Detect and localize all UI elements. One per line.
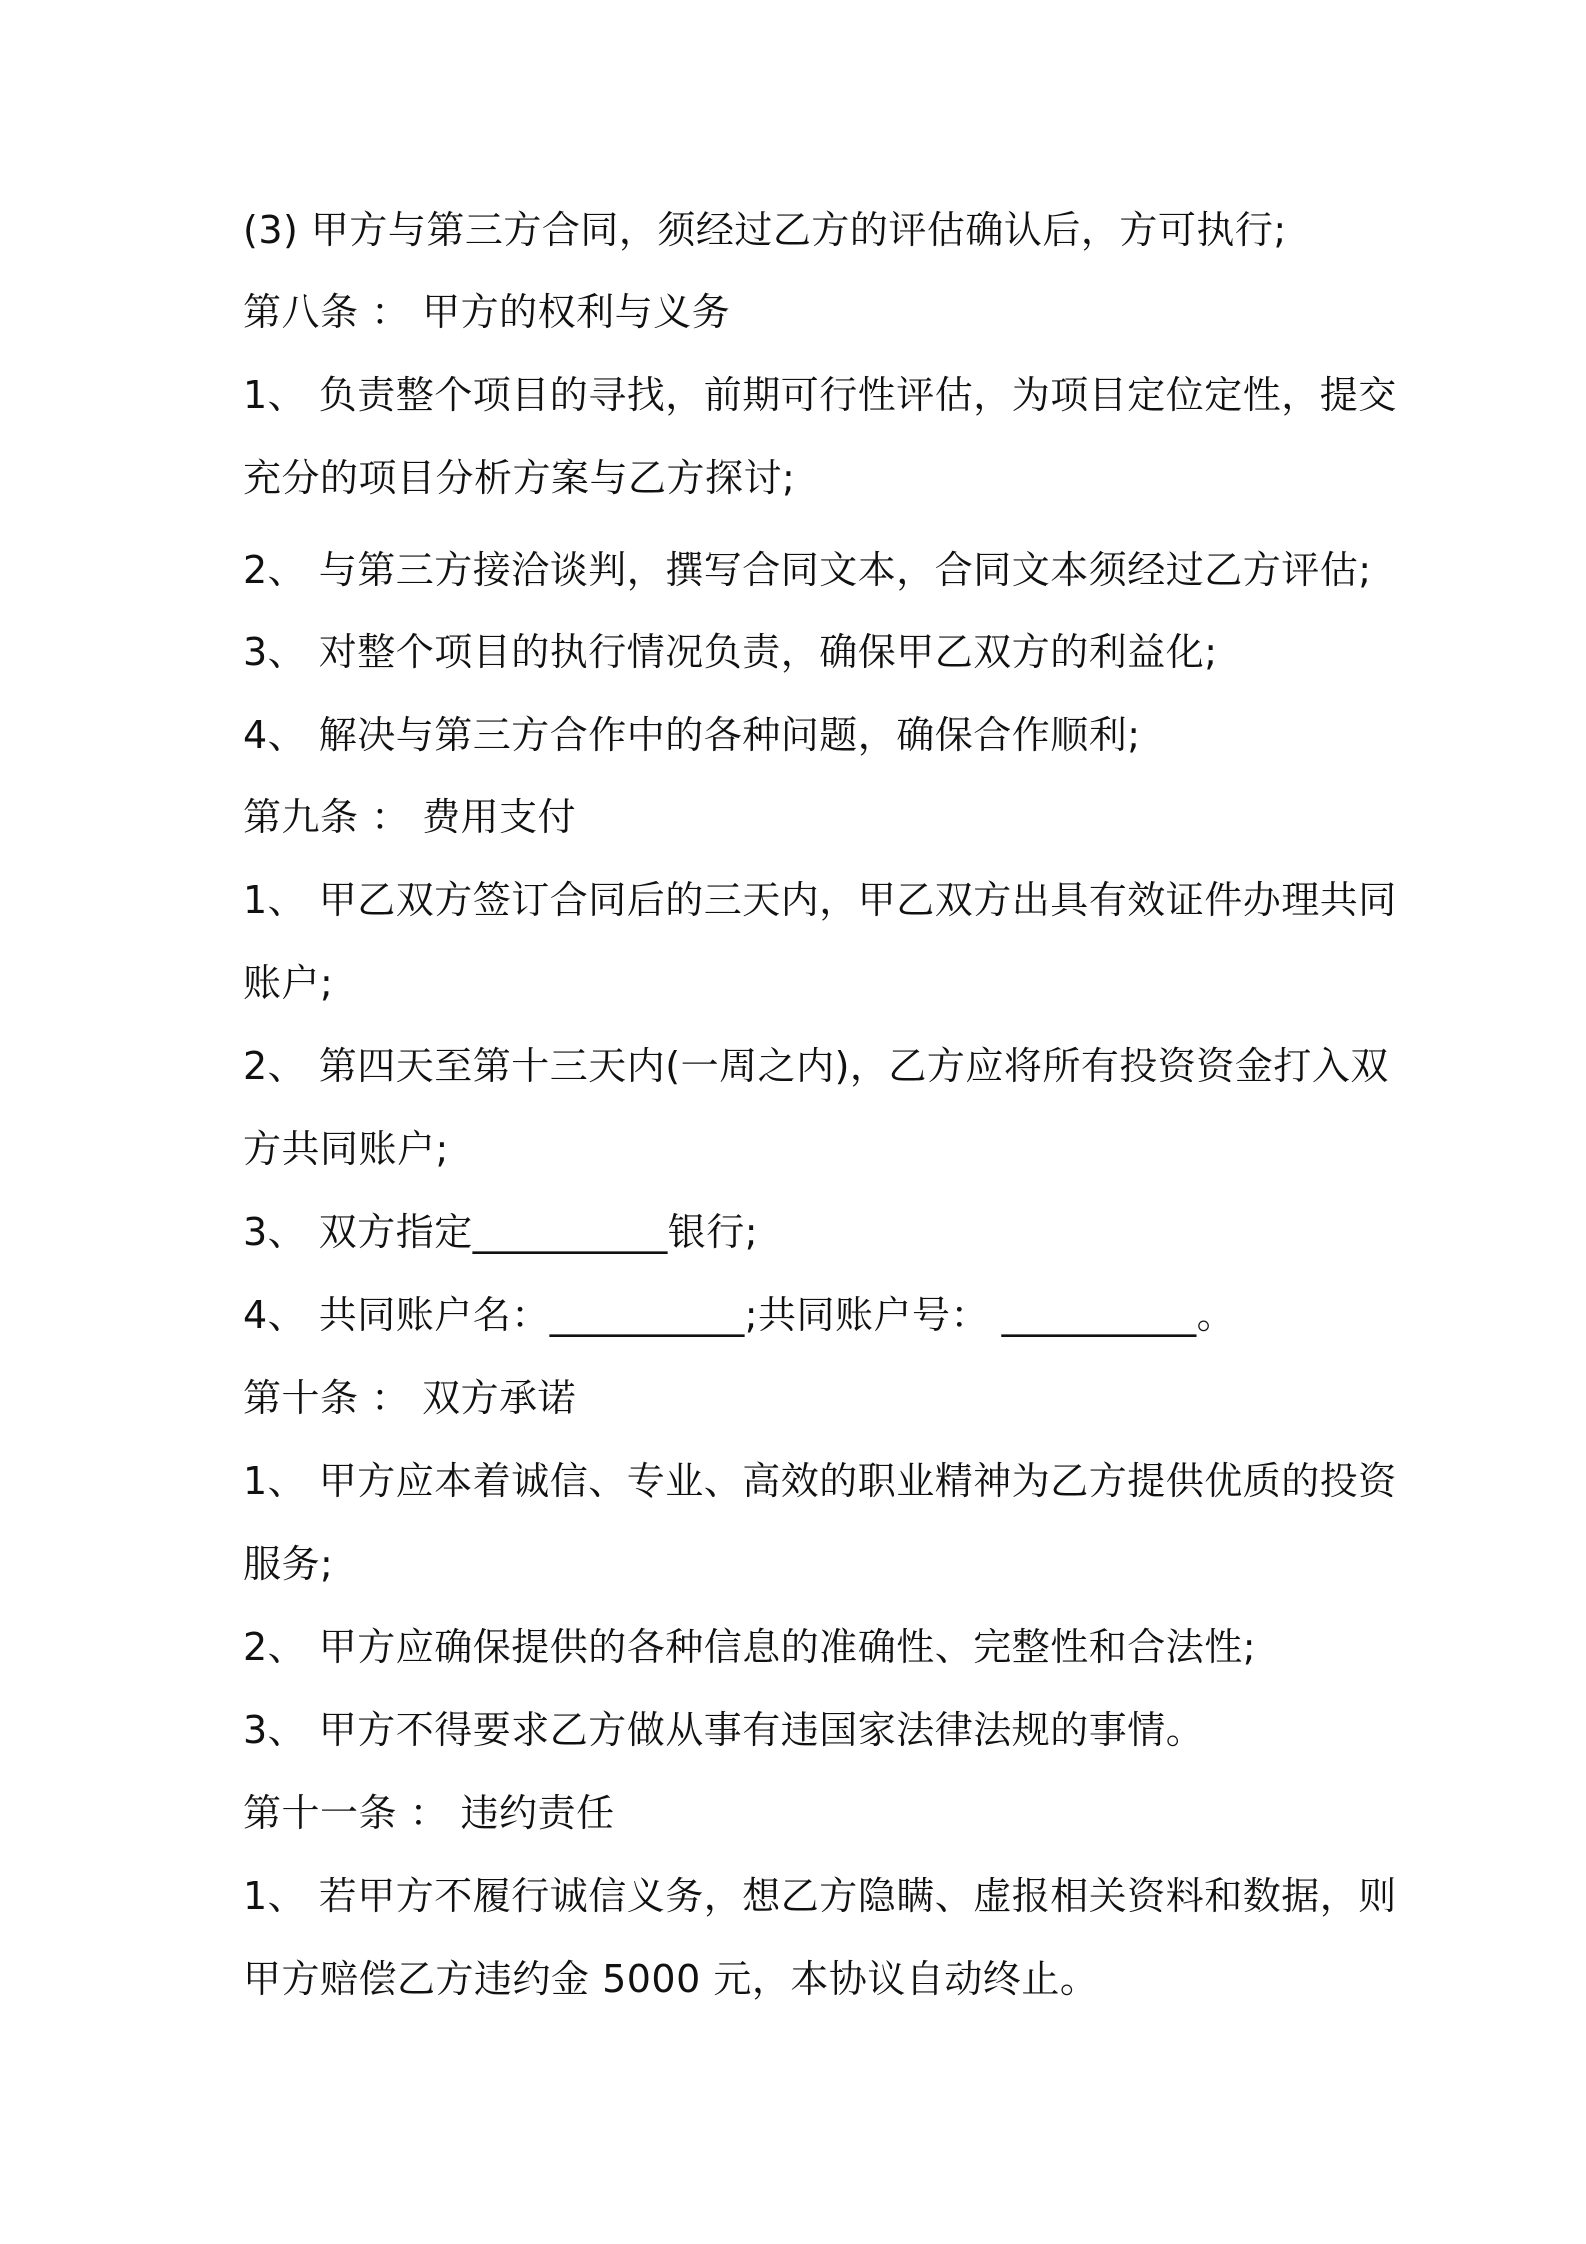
article-8-item-1-line-1: 1、 负责整个项目的寻找，前期可行性评估，为项目定位定性，提交	[243, 373, 1397, 417]
article-8-item-1-line-2: 充分的项目分析方案与乙方探讨;	[243, 456, 796, 500]
article-9-item-1-line-1: 1、 甲乙双方签订合同后的三天内，甲乙双方出具有效证件办理共同	[243, 878, 1397, 922]
article-8-item-4: 4、 解决与第三方合作中的各种问题，确保合作顺利;	[243, 713, 1141, 757]
article-8-heading: 第八条 ： 甲方的权利与义务	[243, 290, 731, 334]
article-10-item-1-line-1: 1、 甲方应本着诚信、专业、高效的职业精神为乙方提供优质的投资	[243, 1459, 1397, 1503]
article-11-heading: 第十一条 ： 违约责任	[243, 1791, 615, 1835]
article-9-item-2-line-2: 方共同账户;	[243, 1127, 449, 1171]
article-8-item-2: 2、 与第三方接洽谈判，撰写合同文本，合同文本须经过乙方评估;	[243, 548, 1372, 592]
article-11-item-1-line-1: 1、 若甲方不履行诚信义务，想乙方隐瞒、虚报相关资料和数据，则	[243, 1874, 1397, 1918]
article-9-item-4: 4、 共同账户名：__________;共同账户号： __________。	[243, 1293, 1236, 1337]
article-11-item-1-line-2: 甲方赔偿乙方违约金 5000 元，本协议自动终止。	[243, 1957, 1099, 2001]
article-10-item-2: 2、 甲方应确保提供的各种信息的准确性、完整性和合法性;	[243, 1625, 1257, 1669]
article-10-item-1-line-2: 服务;	[243, 1542, 334, 1586]
article-10-item-3: 3、 甲方不得要求乙方做从事有违国家法律法规的事情。	[243, 1708, 1205, 1752]
article-9-item-2-line-1: 2、 第四天至第十三天内(一周之内)，乙方应将所有投资资金打入双	[243, 1044, 1389, 1088]
article-9-item-3: 3、 双方指定__________银行;	[243, 1210, 759, 1254]
article-8-item-3: 3、 对整个项目的执行情况负责，确保甲乙双方的利益化;	[243, 630, 1218, 674]
article-10-heading: 第十条 ： 双方承诺	[243, 1376, 577, 1420]
article-9-heading: 第九条 ： 费用支付	[243, 795, 577, 839]
article-9-item-1-line-2: 账户;	[243, 961, 334, 1005]
clause-7-item-3: (3) 甲方与第三方合同，须经过乙方的评估确认后，方可执行;	[243, 208, 1287, 252]
